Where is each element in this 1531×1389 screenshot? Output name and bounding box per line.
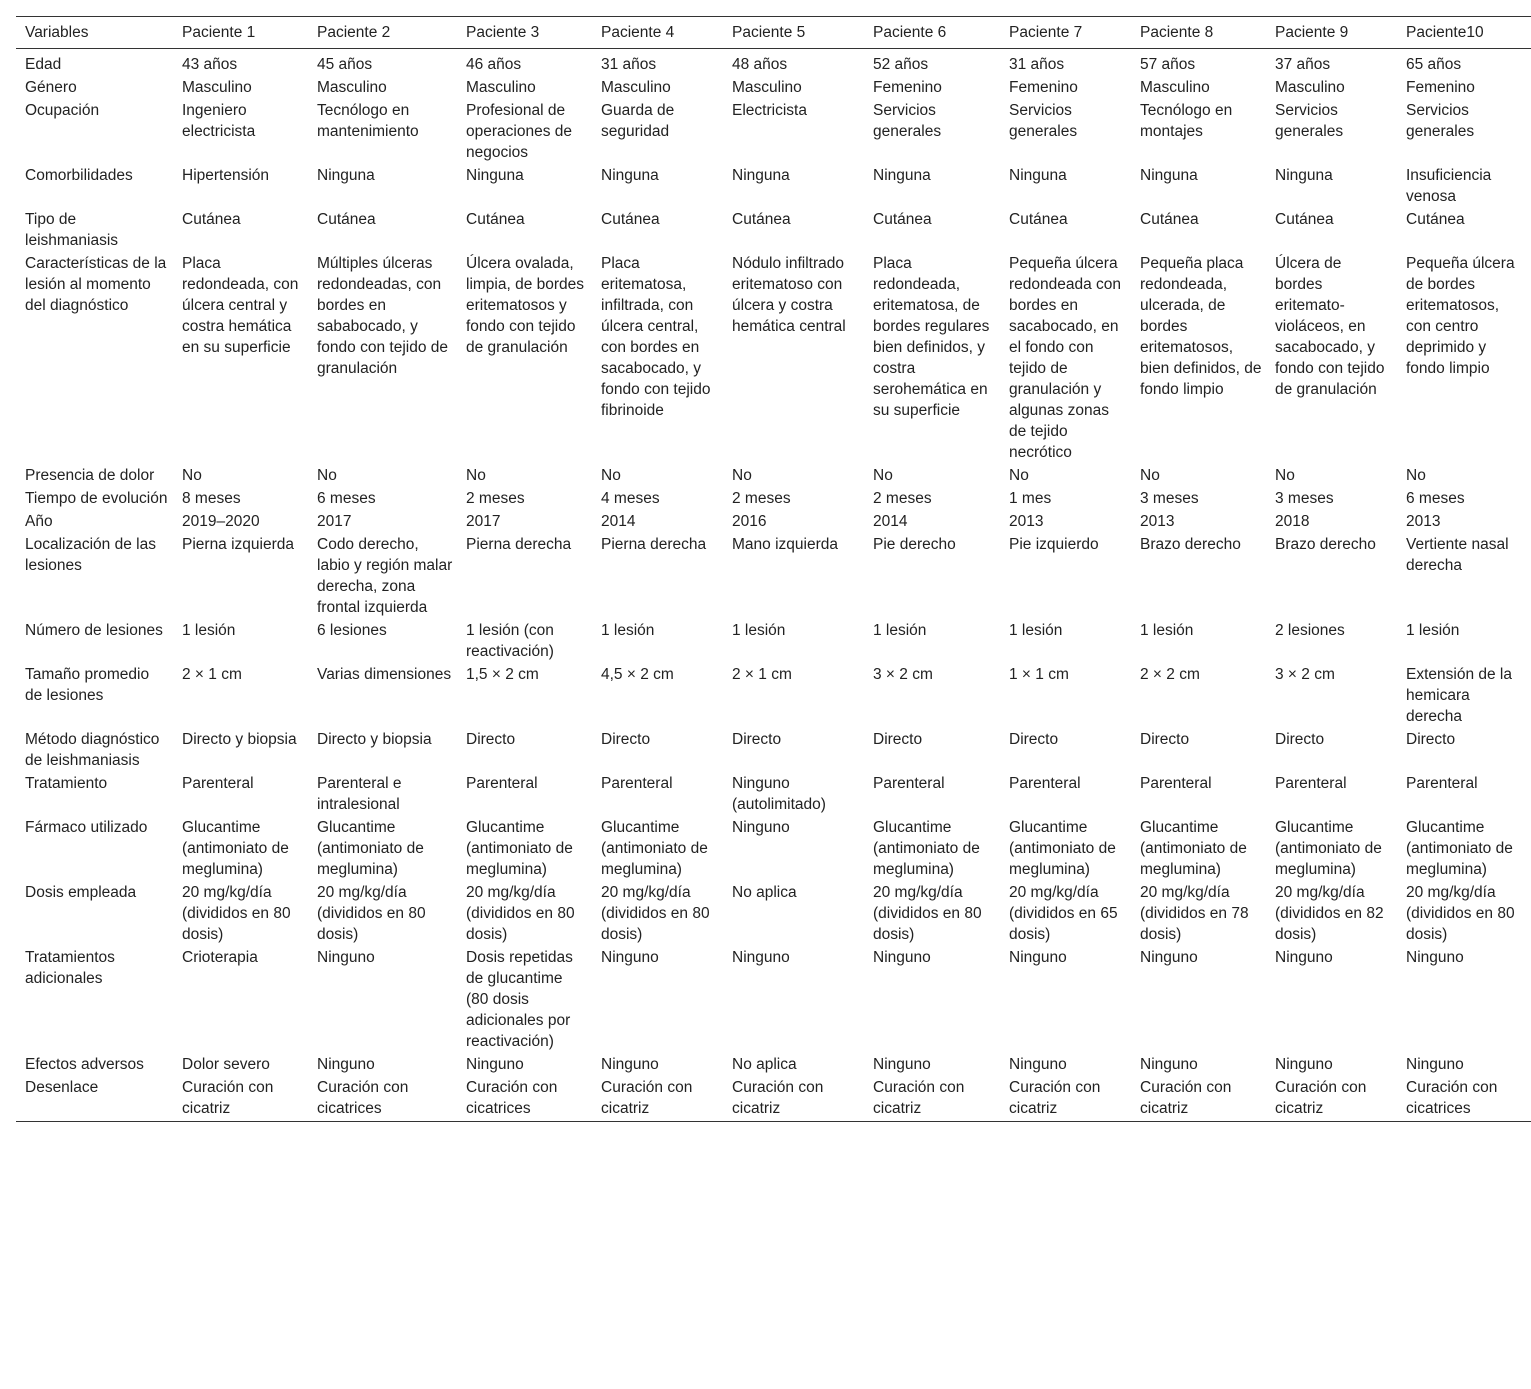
table-row (16, 534, 1531, 620)
column-header-variables: Variables (25, 24, 89, 41)
table-cell: Ninguno (1140, 949, 1198, 966)
table-cell: Curación con cicatriz (601, 1079, 693, 1117)
table-cell: Tecnólogo en mantenimiento (317, 102, 419, 140)
row-label-cell: Comorbilidades (25, 167, 133, 184)
table-cell: Hipertensión (182, 167, 270, 184)
table-cell: 2 × 2 cm (1140, 666, 1200, 683)
table-cell: Nódulo infiltrado eritematoso con úlcera y costra hemática central (732, 255, 846, 335)
table-cell: Ninguna (466, 167, 524, 184)
table-row (16, 488, 1531, 511)
table-cell: 20 mg/kg/día (divididos en 80 dosis) (317, 884, 426, 943)
table-row (16, 773, 1531, 817)
table-cell: 6 meses (1406, 490, 1465, 507)
table-cell: Ninguno (873, 949, 931, 966)
table-row (16, 165, 1531, 209)
table-cell: 1 lesión (1140, 622, 1194, 639)
column-header-patient: Paciente 7 (1009, 24, 1083, 41)
table-cell: 3 meses (1140, 490, 1199, 507)
table-cell: No (1009, 467, 1029, 484)
table-cell: Cutánea (1406, 211, 1465, 228)
table-cell: Curación con cicatriz (1275, 1079, 1367, 1117)
column-header-patient: Paciente 1 (182, 24, 256, 41)
row-label-cell: Número de lesiones (25, 622, 163, 639)
table-cell: 1 lesión (1406, 622, 1460, 639)
column-header-patient: Paciente 4 (601, 24, 675, 41)
table-cell: 2013 (1140, 513, 1175, 530)
table-cell: Parenteral (466, 775, 538, 792)
table-cell: Cutánea (317, 211, 376, 228)
table-cell: Glucantime (antimoniato de meglumina) (182, 819, 289, 878)
row-label-cell: Tratamientos adicionales (25, 949, 115, 987)
table-cell: Directo y biopsia (317, 731, 432, 748)
table-cell: 1 lesión (182, 622, 236, 639)
table-cell: Dosis repetidas de glucantime (80 dosis adicionales por reactivación) (466, 949, 573, 1050)
table-cell: No (873, 467, 893, 484)
table-cell: 1 lesión (1009, 622, 1063, 639)
table-cell: Directo (601, 731, 651, 748)
table-cell: Ninguno (1406, 1056, 1464, 1073)
table-cell: Cutánea (1275, 211, 1334, 228)
table-cell: Ninguno (1275, 1056, 1333, 1073)
table-cell: Parenteral e intralesional (317, 775, 402, 813)
table-cell: 2 × 1 cm (182, 666, 242, 683)
table-cell: Directo (1275, 731, 1325, 748)
table-cell: Brazo derecho (1140, 536, 1241, 553)
table-header (16, 17, 1531, 49)
table-row (16, 729, 1531, 773)
table-cell: 8 meses (182, 490, 241, 507)
table-cell: Directo (1009, 731, 1059, 748)
column-header-patient: Paciente10 (1406, 24, 1484, 41)
table-cell: Úlcera ovalada, limpia, de bordes eritematosos y fondo con tejido de granulación (466, 255, 585, 356)
table-cell: 6 lesiones (317, 622, 387, 639)
table-cell: Insuficiencia venosa (1406, 167, 1492, 205)
row-label-cell: Fármaco utilizado (25, 819, 148, 836)
table-cell: Directo (732, 731, 782, 748)
table-cell: Pierna izquierda (182, 536, 295, 553)
table-cell: No (1140, 467, 1160, 484)
table-cell: Ninguno (autolimitado) (732, 775, 826, 813)
table-cell: 3 meses (1275, 490, 1334, 507)
table-cell: Placa redondeada, eritematosa, de bordes regulares bien definidos, y costra serohemática en su superficie (873, 255, 990, 419)
row-label-cell: Presencia de dolor (25, 467, 155, 484)
table-row (16, 882, 1531, 947)
table-cell: Masculino (601, 79, 671, 96)
table-cell: Femenino (1009, 79, 1078, 96)
table-cell: 1 mes (1009, 490, 1052, 507)
table-row (16, 620, 1531, 664)
table-cell: 45 años (317, 56, 373, 73)
table-cell: 20 mg/kg/día (divididos en 80 dosis) (601, 884, 710, 943)
table-cell: 20 mg/kg/día (divididos en 80 dosis) (873, 884, 982, 943)
table-cell: 43 años (182, 56, 238, 73)
table-cell: Pierna derecha (601, 536, 707, 553)
table-row (16, 1077, 1531, 1122)
table-cell: Glucantime (antimoniato de meglumina) (1009, 819, 1116, 878)
clinical-data-table-container (16, 16, 1531, 1122)
table-cell: No (732, 467, 752, 484)
table-cell: Pie izquierdo (1009, 536, 1099, 553)
column-header-patient: Paciente 5 (732, 24, 806, 41)
table-cell: Pie derecho (873, 536, 956, 553)
table-cell: Ninguna (1140, 167, 1198, 184)
table-cell: 57 años (1140, 56, 1196, 73)
table-cell: Cutánea (466, 211, 525, 228)
table-cell: 1 lesión (732, 622, 786, 639)
table-cell: Ninguno (1009, 949, 1067, 966)
table-cell: Servicios generales (1275, 102, 1344, 140)
table-cell: Ninguno (873, 1056, 931, 1073)
table-cell: Cutánea (601, 211, 660, 228)
table-cell: Parenteral (1009, 775, 1081, 792)
row-label-cell: Tiempo de evolución (25, 490, 168, 507)
table-cell: Parenteral (182, 775, 254, 792)
table-cell: Ninguno (732, 949, 790, 966)
table-cell: 2 lesiones (1275, 622, 1345, 639)
table-row (16, 511, 1531, 534)
table-cell: Extensión de la hemicara derecha (1406, 666, 1512, 725)
table-cell: Curación con cicatrices (1406, 1079, 1498, 1117)
table-cell: Parenteral (873, 775, 945, 792)
table-body (16, 49, 1531, 1122)
row-label-cell: Localización de las lesiones (25, 536, 156, 574)
table-row (16, 664, 1531, 729)
table-cell: Curación con cicatriz (1009, 1079, 1101, 1117)
table-cell: Múltiples úlceras redondeadas, con bordes en sababocado, y fondo con tejido de granulación (317, 255, 448, 377)
table-cell: Pequeña placa redondeada, ulcerada, de bordes eritematosos, bien definidos, de fondo limpio (1140, 255, 1262, 398)
table-cell: Femenino (1406, 79, 1475, 96)
table-cell: Masculino (1275, 79, 1345, 96)
table-cell: Úlcera de bordes eritemato-violáceos, en sacabocado, y fondo con tejido de granulación (1275, 255, 1385, 398)
table-cell: Ninguno (601, 1056, 659, 1073)
table-cell: 2019–2020 (182, 513, 260, 530)
table-cell: Ninguna (1275, 167, 1333, 184)
table-cell: Ninguno (466, 1056, 524, 1073)
table-cell: 52 años (873, 56, 929, 73)
table-cell: Placa redondeada, con úlcera central y costra hemática en su superficie (182, 255, 299, 356)
table-cell: Ninguna (1009, 167, 1067, 184)
table-cell: 2017 (317, 513, 352, 530)
table-cell: 3 × 2 cm (1275, 666, 1335, 683)
table-cell: 65 años (1406, 56, 1462, 73)
table-cell: 2014 (601, 513, 636, 530)
table-cell: No (1275, 467, 1295, 484)
table-cell: 2017 (466, 513, 501, 530)
table-cell: 2 meses (873, 490, 932, 507)
table-cell: Glucantime (antimoniato de meglumina) (1406, 819, 1513, 878)
table-cell: Ninguna (873, 167, 931, 184)
table-cell: Parenteral (1140, 775, 1212, 792)
table-cell: 1 × 1 cm (1009, 666, 1069, 683)
table-row (16, 817, 1531, 882)
table-cell: Masculino (182, 79, 252, 96)
table-cell: Ninguno (317, 1056, 375, 1073)
table-cell: No (466, 467, 486, 484)
table-cell: Directo (1406, 731, 1456, 748)
table-cell: Pequeña úlcera de bordes eritematosos, con centro deprimido y fondo limpio (1406, 255, 1515, 377)
table-cell: 1 lesión (601, 622, 655, 639)
column-header-patient: Paciente 2 (317, 24, 391, 41)
table-cell: Ninguna (601, 167, 659, 184)
table-cell: No (1406, 467, 1426, 484)
table-cell: Codo derecho, labio y región malar derecha, zona frontal izquierda (317, 536, 453, 616)
table-cell: No aplica (732, 1056, 797, 1073)
table-cell: 20 mg/kg/día (divididos en 80 dosis) (182, 884, 291, 943)
row-label-cell: Ocupación (25, 102, 100, 119)
table-cell: 4 meses (601, 490, 660, 507)
table-cell: Curación con cicatriz (182, 1079, 274, 1117)
table-cell: Directo (873, 731, 923, 748)
table-cell: 2 meses (466, 490, 525, 507)
row-label-cell: Género (25, 79, 77, 96)
table-cell: 2014 (873, 513, 908, 530)
table-cell: No aplica (732, 884, 797, 901)
row-label-cell: Tratamiento (25, 775, 108, 792)
table-cell: Brazo derecho (1275, 536, 1376, 553)
table-row (16, 209, 1531, 253)
table-cell: Tecnólogo en montajes (1140, 102, 1233, 140)
table-cell: Curación con cicatrices (317, 1079, 409, 1117)
table-cell: Ninguno (1140, 1056, 1198, 1073)
table-cell: Cutánea (873, 211, 932, 228)
table-cell: Servicios generales (1406, 102, 1475, 140)
table-cell: Ninguno (317, 949, 375, 966)
column-header-patient: Paciente 9 (1275, 24, 1349, 41)
table-cell: No (182, 467, 202, 484)
table-cell: 31 años (1009, 56, 1065, 73)
table-cell: Cutánea (182, 211, 241, 228)
table-cell: Profesional de operaciones de negocios (466, 102, 572, 161)
table-cell: Mano izquierda (732, 536, 838, 553)
table-cell: Parenteral (601, 775, 673, 792)
table-cell: Pierna derecha (466, 536, 572, 553)
table-cell: 4,5 × 2 cm (601, 666, 674, 683)
table-row (16, 465, 1531, 488)
header-row (16, 17, 1531, 49)
table-cell: Ninguno (1275, 949, 1333, 966)
table-cell: Ninguna (317, 167, 375, 184)
table-row (16, 253, 1531, 465)
column-header-patient: Paciente 8 (1140, 24, 1214, 41)
table-cell: 20 mg/kg/día (divididos en 82 dosis) (1275, 884, 1384, 943)
table-row (16, 947, 1531, 1054)
table-cell: Masculino (317, 79, 387, 96)
table-cell: Dolor severo (182, 1056, 270, 1073)
table-cell: Crioterapia (182, 949, 258, 966)
table-cell: Ninguno (1009, 1056, 1067, 1073)
table-cell: Directo y biopsia (182, 731, 297, 748)
table-cell: Curación con cicatriz (873, 1079, 965, 1117)
table-cell: 1 lesión (873, 622, 927, 639)
row-label-cell: Características de la lesión al momento del diagnóstico (25, 255, 167, 314)
table-cell: Glucantime (antimoniato de meglumina) (1275, 819, 1382, 878)
table-cell: 2013 (1406, 513, 1441, 530)
table-cell: Masculino (732, 79, 802, 96)
patient-data-table (16, 16, 1531, 1122)
table-cell: Masculino (466, 79, 536, 96)
table-cell: Femenino (873, 79, 942, 96)
table-cell: Curación con cicatrices (466, 1079, 558, 1117)
row-label-cell: Método diagnóstico de leishmaniasis (25, 731, 160, 769)
table-cell: Servicios generales (873, 102, 942, 140)
table-cell: Servicios generales (1009, 102, 1078, 140)
table-row (16, 49, 1531, 78)
table-cell: 2 meses (732, 490, 791, 507)
table-row (16, 100, 1531, 165)
table-cell: Glucantime (antimoniato de meglumina) (317, 819, 424, 878)
table-cell: Vertiente nasal derecha (1406, 536, 1509, 574)
table-row (16, 77, 1531, 100)
table-cell: Ninguna (732, 167, 790, 184)
table-cell: Guarda de seguridad (601, 102, 675, 140)
table-cell: No (317, 467, 337, 484)
table-cell: 46 años (466, 56, 522, 73)
table-cell: 2018 (1275, 513, 1310, 530)
table-cell: 6 meses (317, 490, 376, 507)
table-cell: Pequeña úlcera redondeada con bordes en sacabocado, en el fondo con tejido de granulación y algunas zonas de tejido necrótico (1009, 255, 1122, 461)
table-cell: Cutánea (732, 211, 791, 228)
table-cell: 37 años (1275, 56, 1331, 73)
table-cell: Directo (1140, 731, 1190, 748)
table-cell: 1,5 × 2 cm (466, 666, 539, 683)
table-cell: Curación con cicatriz (732, 1079, 824, 1117)
row-label-cell: Tipo de leishmaniasis (25, 211, 119, 249)
table-cell: 2 × 1 cm (732, 666, 792, 683)
row-label-cell: Año (25, 513, 53, 530)
table-row (16, 1054, 1531, 1077)
table-cell: 3 × 2 cm (873, 666, 933, 683)
row-label-cell: Efectos adversos (25, 1056, 144, 1073)
table-cell: 20 mg/kg/día (divididos en 65 dosis) (1009, 884, 1118, 943)
table-cell: No (601, 467, 621, 484)
table-cell: Ninguno (732, 819, 790, 836)
table-cell: Parenteral (1406, 775, 1478, 792)
row-label-cell: Dosis empleada (25, 884, 137, 901)
table-cell: 2016 (732, 513, 767, 530)
table-cell: Ingeniero electricista (182, 102, 256, 140)
table-cell: Parenteral (1275, 775, 1347, 792)
table-cell: 1 lesión (con reactivación) (466, 622, 554, 660)
table-cell: Cutánea (1140, 211, 1199, 228)
table-cell: 31 años (601, 56, 657, 73)
table-cell: Masculino (1140, 79, 1210, 96)
table-cell: Glucantime (antimoniato de meglumina) (873, 819, 980, 878)
row-label-cell: Desenlace (25, 1079, 99, 1096)
table-cell: 20 mg/kg/día (divididos en 80 dosis) (1406, 884, 1515, 943)
column-header-patient: Paciente 3 (466, 24, 540, 41)
table-cell: Placa eritematosa, infiltrada, con úlcera central, con bordes en sacabocado, y fondo con tejido fibrinoide (601, 255, 711, 419)
table-cell: Electricista (732, 102, 807, 119)
row-label-cell: Edad (25, 56, 62, 73)
table-cell: 2013 (1009, 513, 1044, 530)
table-cell: Ninguno (601, 949, 659, 966)
table-cell: Glucantime (antimoniato de meglumina) (466, 819, 573, 878)
table-cell: Glucantime (antimoniato de meglumina) (601, 819, 708, 878)
table-cell: Curación con cicatriz (1140, 1079, 1232, 1117)
table-cell: Directo (466, 731, 516, 748)
table-cell: Cutánea (1009, 211, 1068, 228)
table-cell: Varias dimensiones (317, 666, 452, 683)
table-cell: 20 mg/kg/día (divididos en 78 dosis) (1140, 884, 1249, 943)
column-header-patient: Paciente 6 (873, 24, 947, 41)
table-cell: 20 mg/kg/día (divididos en 80 dosis) (466, 884, 575, 943)
row-label-cell: Tamaño promedio de lesiones (25, 666, 150, 704)
table-cell: Glucantime (antimoniato de meglumina) (1140, 819, 1247, 878)
table-cell: Ninguno (1406, 949, 1464, 966)
table-cell: 48 años (732, 56, 788, 73)
